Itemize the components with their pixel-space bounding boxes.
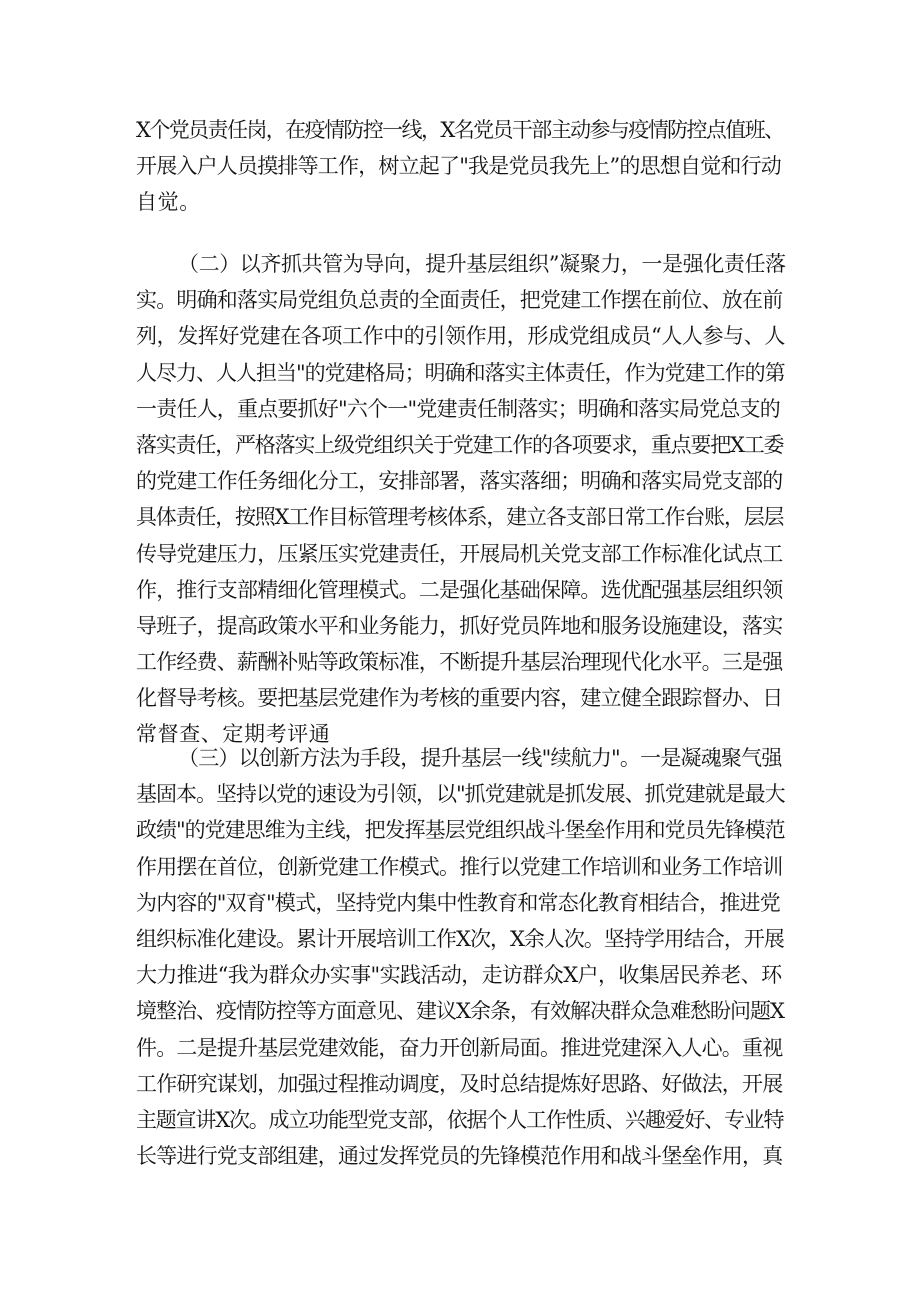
- section-heading-line: （二）以齐抓共管为导向，提升基层组织”凝聚力，一是强化责任落: [178, 252, 786, 276]
- text-line: 基固本。坚持以党的速设为引领，以"抓党建就是抓发展、抓党建就是最大: [136, 782, 785, 807]
- text-line: 境整治、疫情防控等方面意见、建议X余条，有效解决群众急难愁盼问题X: [136, 999, 784, 1024]
- text-line: X个党员责任岗，在疫情防控一线，X名党员干部主动参与疫情防控点值班、: [136, 118, 784, 142]
- text-line: 组织标准化建设。累计开展培训工作X次，X余人次。坚持学用结合，开展: [136, 926, 784, 951]
- text-line: 自觉。: [136, 190, 201, 215]
- text-line: 一责任人，重点要抓好"六个一"党建责任制落实；明确和落实局党总支的: [136, 396, 780, 421]
- text-line: 长等进行党支部组建，通过发挥党员的先锋模范作用和战斗堡垒作用，真: [136, 1144, 783, 1169]
- text-line: 主题宣讲X次。成立功能型党支部，依据个人工作性质、兴趣爱好、专业特: [136, 1107, 784, 1132]
- paragraph-party-posts: [136, 112, 786, 221]
- text-line: 作，推行支部精细化管理模式。二是强化基础保障。选优配强基层组织领: [136, 577, 783, 602]
- text-line: 实。明确和落实局党组负总责的全面责任，把党建工作摆在前位、放在前: [136, 288, 783, 313]
- paragraph-section-three: [136, 740, 786, 1174]
- text-line: 大力推进“我为群众办实事"实践活动，走访群众X户，收集居民养老、环: [136, 963, 782, 988]
- text-line: 导班子，提高政策水平和业务能力，抓好党员阵地和服务设施建设，落实: [136, 613, 783, 638]
- text-line: 工作经费、薪酬补贴等政策标准，不断提升基层治理现代化水平。三是强: [136, 650, 783, 675]
- text-line: 为内容的"双育"模式，坚持党内集中性教育和常态化教育相结合，推进党: [136, 890, 780, 915]
- text-line: 常督查、定期考评通: [136, 722, 331, 747]
- section-heading-line: （三）以创新方法为手段，提升基层一线"续航力"。一是凝魂聚气强: [178, 746, 782, 770]
- text-line: 作用摆在首位，创新党建工作模式。推行以党建工作培训和业务工作培训: [136, 854, 783, 879]
- text-line: 人尽力、人人担当"的党建格局；明确和落实主体责任，作为党建工作的第: [136, 360, 785, 385]
- text-line: 具体责任，按照X工作目标管理考核体系，建立各支部日常工作台账，层层: [136, 505, 784, 530]
- text-line: 落实责任，严格落实上级党组织关于党建工作的各项要求，重点要把X工委: [136, 432, 784, 457]
- text-line: 政绩"的党建思维为主线，把发挥基层党组织战斗堡垒作用和党员先锋模范: [136, 818, 785, 843]
- text-line: 传导党建压力，压紧压实党建责任，开展局机关党支部工作标准化试点工: [136, 541, 783, 566]
- text-line: 开展入户人员摸排等工作，树立起了"我是党员我先上”的思想自觉和行动: [136, 154, 781, 179]
- text-line: 工作研究谋划，加强过程推动调度，及时总结提炼好思路、好做法，开展: [136, 1071, 783, 1096]
- text-line: 化督导考核。要把基层党建作为考核的重要内容，建立健全跟踪督办、日: [136, 686, 783, 711]
- text-line: 的党建工作任务细化分工，安排部署，落实落细；明确和落实局党支部的: [136, 469, 783, 494]
- text-line: 件。二是提升基层党建效能，奋力开创新局面。推进党建深入人心。重视: [136, 1035, 783, 1060]
- text-line: 列，发挥好党建在各项工作中的引领作用，形成党组成员“人人参与、人: [136, 324, 785, 349]
- paragraph-section-two: [136, 246, 786, 753]
